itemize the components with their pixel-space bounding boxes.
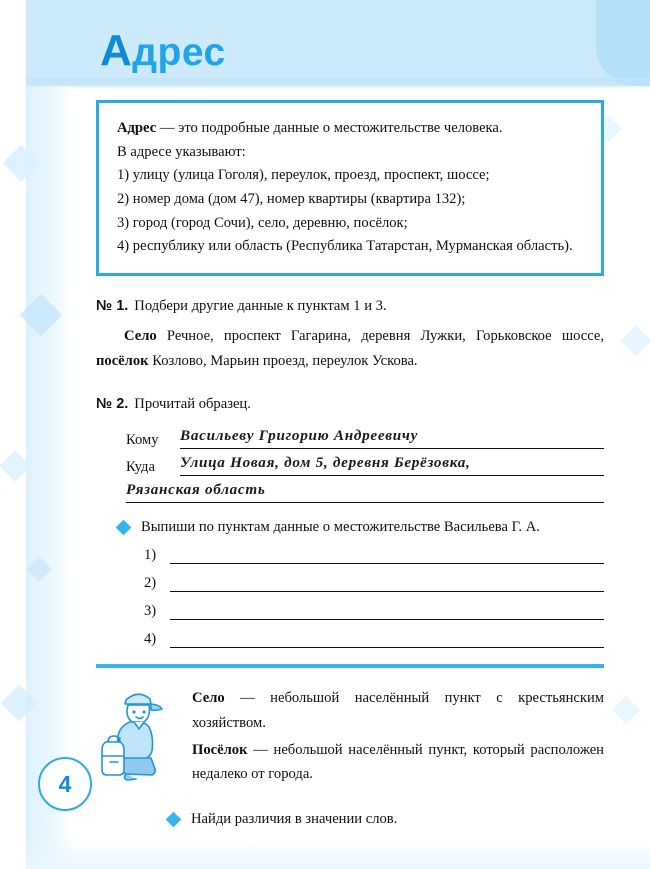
task-2-prompt: Прочитай образец.	[134, 396, 251, 413]
bottom-decoration	[26, 839, 650, 869]
term-1: Село	[192, 690, 225, 707]
info-block	[96, 682, 604, 793]
mascot-illustration	[96, 682, 192, 793]
answer-blank-1[interactable]	[170, 550, 604, 564]
task-2-instruction: Выпиши по пунктам данные о местожительстве Васильева Г. А.	[141, 519, 540, 536]
answer-row-4[interactable]	[144, 631, 604, 648]
task-2-number: № 2.	[96, 396, 129, 413]
sample-address-value-line1: Улица Новая, дом 5, деревня Берёзовка,	[180, 452, 604, 476]
answer-blank-3[interactable]	[170, 606, 604, 620]
banner-corner-decoration	[596, 0, 650, 86]
section-divider	[96, 664, 604, 668]
page-title-rest: дрес	[132, 31, 226, 74]
page-title	[100, 26, 226, 76]
task-2-head	[96, 396, 604, 413]
answer-blank-2[interactable]	[170, 578, 604, 592]
task-1-number: № 1.	[96, 297, 129, 314]
term-2-paragraph	[192, 738, 604, 788]
task-1-head	[96, 298, 604, 315]
answer-number-3: 3)	[144, 603, 157, 620]
answer-row-1[interactable]	[144, 547, 604, 564]
answer-row-3[interactable]	[144, 603, 604, 620]
left-margin	[0, 0, 26, 869]
sample-address-value-line2: Рязанская область	[126, 479, 604, 503]
definition-line-3: 1) улицу (улица Гоголя), переулок, проезд, проспект, шоссе;	[117, 167, 490, 184]
definition-line-6: 4) республику или область (Республика Татарстан, Мурманская область).	[117, 238, 573, 255]
answer-row-2[interactable]	[144, 575, 604, 592]
side-strip-decoration	[26, 86, 72, 869]
definition-line-2: В адресе указывают:	[117, 143, 246, 160]
term-1-paragraph	[192, 686, 604, 736]
answer-number-4: 4)	[144, 631, 157, 648]
page-content	[96, 100, 604, 831]
task-2-instruction-row	[96, 517, 604, 539]
task-1-body: Село Речное, проспект Гагарина, деревня Лужки, Горьковское шоссе, посёлок Козлово, Марьин проезд, переулок Ускова.	[96, 327, 604, 369]
sample-address-row	[126, 452, 604, 476]
diamond-bullet-icon	[116, 520, 132, 536]
sample-address-label: Куда	[126, 459, 155, 476]
task-2	[96, 396, 604, 648]
term-2: Посёлок	[192, 741, 248, 758]
sample-recipient-label: Кому	[126, 432, 159, 449]
sample-recipient-value: Васильеву Григорию Андреевичу	[180, 425, 604, 449]
answer-lines	[96, 547, 604, 648]
task-1-prompt: Подбери другие данные к пунктам 1 и 3.	[134, 297, 387, 314]
answer-number-1: 1)	[144, 547, 157, 564]
sample-address-row-2	[126, 479, 604, 503]
definition-line-1: Адрес — это подробные данные о местожительстве человека.	[117, 120, 503, 136]
banner-fade	[26, 78, 650, 90]
task-1	[96, 298, 604, 374]
answer-number-2: 2)	[144, 575, 157, 592]
info-text	[192, 682, 604, 789]
term-1-definition: — небольшой населённый пункт с крестьянским хозяйством.	[192, 690, 604, 731]
definition-box	[96, 100, 604, 276]
definition-line-5: 3) город (город Сочи), село, деревню, посёлок;	[117, 214, 408, 231]
definition-line-4: 2) номер дома (дом 47), номер квартиры (квартира 132);	[117, 190, 466, 207]
answer-blank-4[interactable]	[170, 634, 604, 648]
decorative-diamond	[620, 325, 650, 356]
sample-recipient-row	[126, 425, 604, 449]
decorative-diamond	[612, 696, 640, 724]
diamond-bullet-icon	[166, 812, 182, 828]
final-instruction-row	[96, 809, 604, 831]
page-number: 4	[38, 757, 92, 811]
final-instruction: Найди различия в значении слов.	[191, 811, 398, 828]
term-2-definition: — небольшой населённый пункт, который расположен недалеко от города.	[192, 741, 604, 783]
page-title-initial: А	[100, 26, 133, 75]
address-sample	[96, 425, 604, 503]
